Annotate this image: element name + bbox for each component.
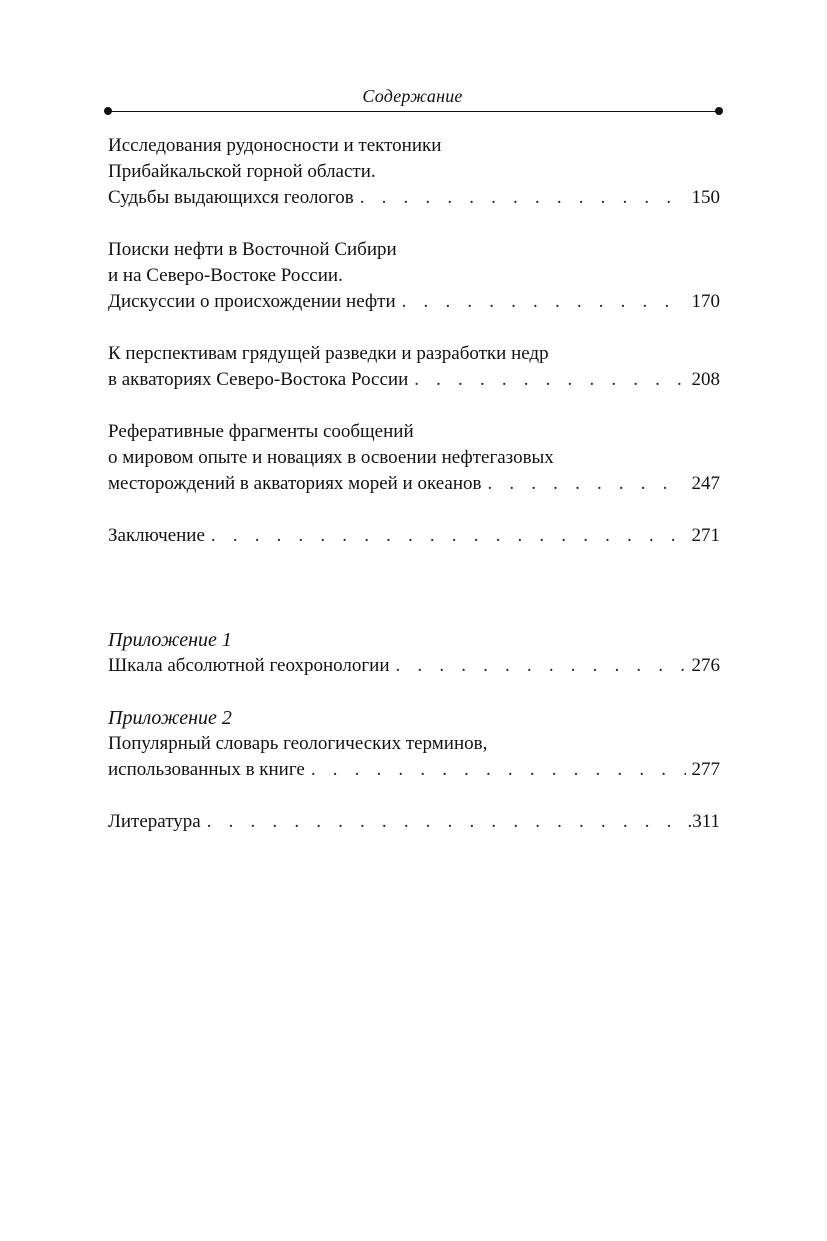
header-rule-left-dot [104, 107, 112, 115]
page-number: 208 [691, 369, 720, 390]
toc-entry-title: использованных в книге [108, 759, 305, 780]
toc-entry-title: в акваториях Северо-Востока России [108, 369, 409, 390]
toc-entry-title: Литература [108, 811, 201, 832]
toc-entry-title: Шкала абсолютной геохронологии [108, 655, 390, 676]
page-number: 150 [691, 187, 720, 208]
dot-leader [414, 367, 685, 393]
running-head: Содержание [362, 86, 463, 106]
toc-entry-title: Судьбы выдающихся геологов [108, 187, 354, 208]
appendix-label: Приложение 2 [108, 707, 232, 729]
toc-entry-last-line [108, 185, 720, 211]
page-number: 170 [691, 291, 720, 312]
page-number: 271 [691, 525, 720, 546]
toc-entry-last-line [108, 523, 720, 549]
appendix-entry[interactable] [108, 705, 720, 783]
toc-entry-last-line [108, 367, 720, 393]
dot-leader [402, 289, 686, 315]
page-number: 247 [691, 473, 720, 494]
toc-entry-line: Поиски нефти в Восточной Сибири [108, 239, 397, 260]
toc-entry-line: и на Северо-Востоке России. [108, 265, 343, 286]
toc-entry-title: Заключение [108, 525, 205, 546]
header-rule [108, 111, 718, 112]
toc-entry-last-line [108, 471, 720, 497]
appendix-entry[interactable] [108, 627, 720, 679]
toc-entry-line: о мировом опыте и новациях в освоении нефтегазовых [108, 447, 554, 468]
dot-leader [396, 653, 686, 679]
toc-entry-last-line [108, 289, 720, 315]
toc-entry-line: К перспективам грядущей разведки и разработки недр [108, 343, 549, 364]
toc-entry[interactable] [108, 341, 720, 393]
header-rule-right-dot [715, 107, 723, 115]
dot-leader [311, 757, 686, 783]
toc-entry[interactable] [108, 237, 720, 315]
page-number: 276 [691, 655, 720, 676]
toc-entry-last-line [108, 809, 720, 835]
dot-leader [487, 471, 685, 497]
dot-leader [207, 809, 682, 835]
toc-entry-line: Реферативные фрагменты сообщений [108, 421, 414, 442]
toc-entry-last-line [108, 653, 720, 679]
appendix-label: Приложение 1 [108, 629, 232, 651]
toc-entry-last-line [108, 757, 720, 783]
page-number: 277 [691, 759, 720, 780]
page-number: .311 [687, 811, 720, 832]
table-of-contents [108, 133, 720, 835]
toc-entry-title: месторождений в акваториях морей и океанов [108, 473, 482, 494]
toc-entry-line: Исследования рудоносности и тектоники [108, 135, 442, 156]
dot-leader [360, 185, 686, 211]
toc-entry[interactable] [108, 133, 720, 211]
toc-entry[interactable] [108, 419, 720, 497]
toc-entry-line: Прибайкальской горной области. [108, 161, 376, 182]
toc-entry[interactable] [108, 523, 720, 549]
toc-entry-line: Популярный словарь геологических терминов, [108, 733, 488, 754]
toc-entry[interactable] [108, 809, 720, 835]
dot-leader [211, 523, 686, 549]
toc-entry-title: Дискуссии о происхождении нефти [108, 291, 396, 312]
